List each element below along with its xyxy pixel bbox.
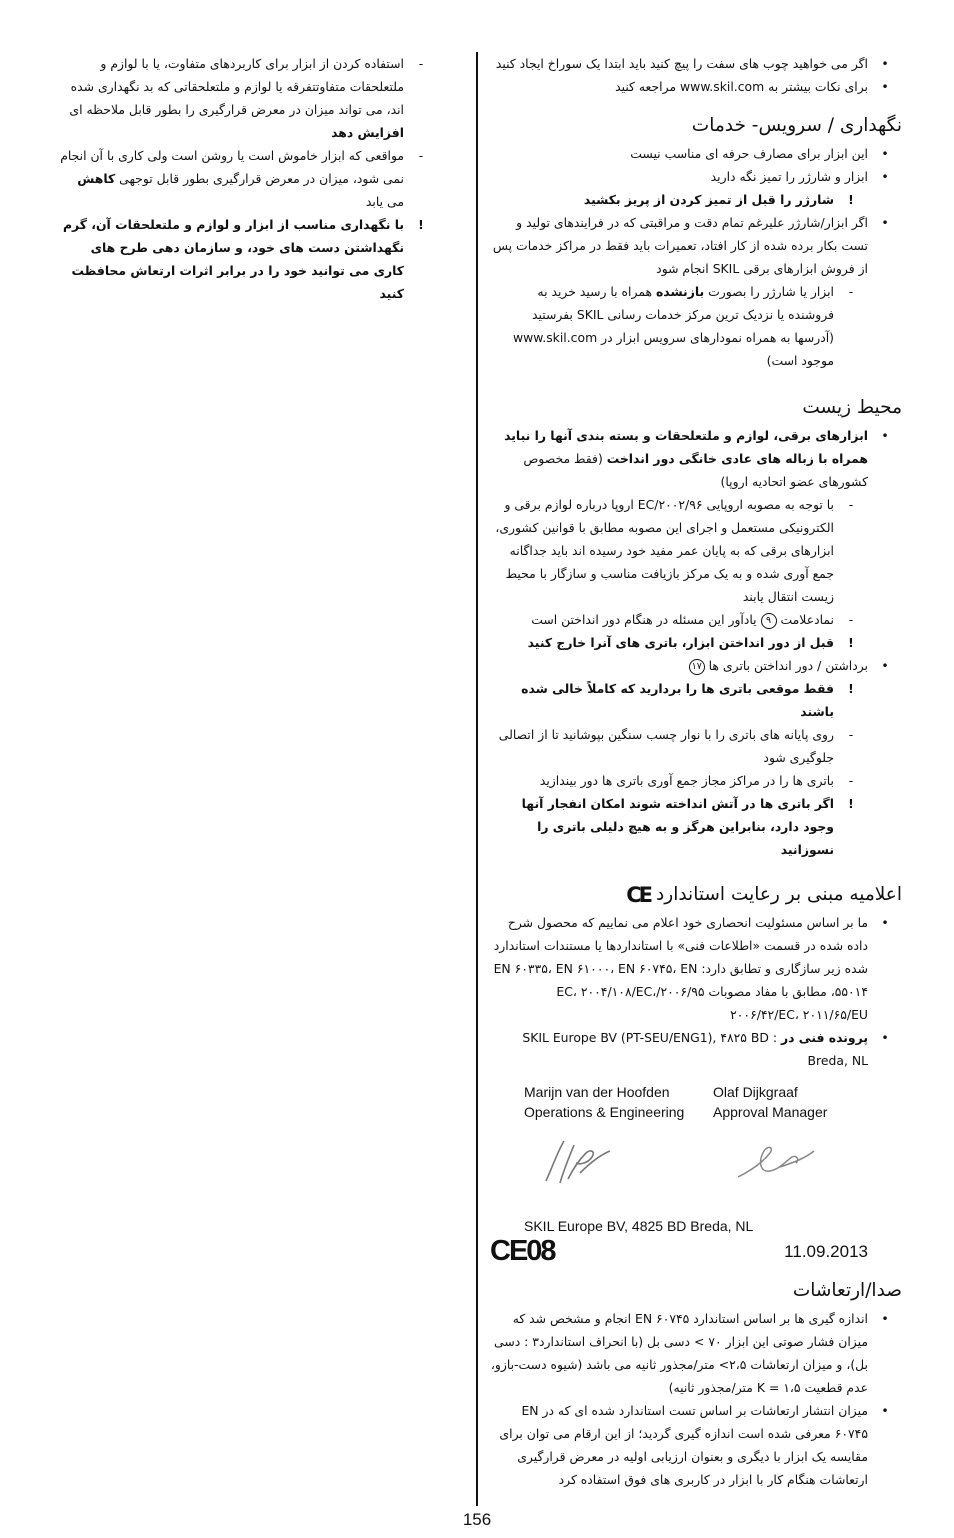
dash-marker: - (848, 773, 854, 788)
signature-images (490, 1122, 902, 1204)
item-text: باتری ها را در مراکز مجاز جمع آوری باتری ها دور بیندازید (539, 773, 834, 788)
warning-marker: ! (848, 681, 854, 696)
item-text: ما بر اساس مسئولیت انحصاری خود اعلام می نماییم که محصول شرح داده شده در قسمت «اطلاعات فنی» با استانداردها یا مستندات استاندارد شده زیر سازگاری و تطابق دارد: EN ۶۰۳۳۵، EN ۶۱۰۰۰، EN ۶۰۷۴۵، EN ۵۵۰۱۴، مطابق با مفاد مصوبات ۲۰۰۶/۹۵/EC، ۲۰۰۴/۱۰۸/EC، ۲۰۰۶/۴۲/EC، ۲۰۱۱/۶۵/EU (493, 915, 868, 1022)
bullet-marker: • (881, 56, 889, 71)
bullet-marker: • (881, 658, 889, 673)
item-text: برداشتن / دور انداختن باتری ها (704, 658, 868, 673)
dash-marker: - (848, 727, 854, 742)
figure-number-circle: ۱۷ (689, 659, 705, 675)
ce08-mark-icon: CE08 (490, 1235, 555, 1267)
item-emphasis: ابزارهای برقی، لوازم و ملتعلحقات و بسته بندی آنها را نباید همراه با زباله های عادی خانگی دور انداخت (504, 428, 868, 466)
item-emphasis: کاهش (77, 171, 116, 186)
list-item (490, 608, 902, 631)
item-emphasis: بازنشده (655, 284, 705, 299)
item-text: (فقط مخصوص کشورهای عضو اتحادیه اروپا) (523, 451, 868, 489)
bullet-marker: • (881, 428, 889, 443)
list-item (490, 654, 902, 677)
list-item (490, 723, 902, 769)
list-item (490, 75, 902, 98)
bullet-marker: • (881, 79, 889, 94)
warning-text: قبل از دور انداختن ابزار، باتری های آنرا خارج کنید (527, 635, 834, 650)
dash-marker: - (418, 56, 424, 71)
left-column (60, 52, 438, 305)
list-item (60, 144, 438, 213)
list-item (490, 142, 902, 165)
item-text: همراه با رسید خرید به فروشنده یا نزدیک ترین مرکز خدمات رسانی SKIL بفرستید (آدرسها به همراه نمودارهای سرویس ابزار در www.skil.com موجود است) (513, 284, 834, 368)
ce-date-row (490, 1235, 902, 1267)
warning-marker: ! (418, 217, 424, 232)
signatory-role: Operations & Engineering (524, 1104, 685, 1120)
declaration-title-text: اعلامیه مبنی بر رعایت استاندارد (656, 884, 902, 905)
list-item (60, 52, 438, 144)
warning-text: با نگهداری مناسب از ابزار و لوازم و ملتعلحقات آن، گرم نگهداشتن دست های خود، و سازمان دهی طرح های کاری می توانید خود را در برابر اثرات ارتعاش محافظت کنید (62, 217, 404, 301)
item-text: نمادعلامت (776, 612, 834, 627)
list-item (490, 1307, 902, 1399)
item-text: SKIL Europe BV (PT-SEU/ENG1), ۴۸۲۵ BD : Breda, NL (522, 1030, 868, 1068)
signature-1-icon (540, 1133, 620, 1193)
section-title-environment: محیط زیست (802, 397, 902, 418)
bullet-marker: • (881, 169, 889, 184)
right-column (490, 52, 902, 1491)
warning-marker: ! (848, 192, 854, 207)
item-text: می یابد (365, 194, 404, 209)
list-item (490, 493, 902, 608)
signatories (490, 1082, 902, 1122)
item-text: برای نکات بیشتر به www.skil.com مراجعه کنید (615, 79, 868, 94)
warning-marker: ! (848, 635, 854, 650)
bullet-marker: • (881, 1030, 889, 1045)
section-title-maintenance: نگهداری / سرویس- خدمات (691, 115, 902, 136)
page-number: 156 (462, 1510, 492, 1529)
bullet-marker: • (881, 1311, 889, 1326)
signatory-name: Olaf Dijkgraaf (713, 1084, 798, 1100)
list-item (490, 280, 902, 372)
warning-text: فقط موقعی باتری ها را بردارید که کاملاً خالی شده باشند (521, 681, 834, 719)
item-text: این ابزار برای مصارف حرفه ای مناسب نیست (630, 146, 868, 161)
dash-marker: - (848, 497, 854, 512)
warning-item (490, 677, 902, 723)
item-text: ابزار و شارژر را تمیز نگه دارید (710, 169, 868, 184)
item-text: اندازه گیری ها بر اساس استاندارد EN ۶۰۷۴۵ انجام و مشخص شد که میزان فشار صوتی این ابزار ۷۰ > دسی بل (با انحراف استاندارد۳ : دسی بل)، و میزان ارتعاشات ۲،۵> متر/مجذور ثانیه می باشد (شیوه دست-بازو، عدم قطعیت K = ۱،۵ متر/مجذور ثانیه) (490, 1311, 868, 1395)
item-text: یادآور این مسئله در هنگام دور انداختن است (531, 612, 761, 627)
warning-item (490, 792, 902, 861)
item-text: ابزار یا شارژر را بصورت (704, 284, 834, 299)
item-text: مواقعی که ابزار خاموش است یا روشن است ولی کاری با آن انجام نمی شود، میزان در معرض قرارگیری بطور قابل توجهی (60, 148, 404, 186)
signatory-2 (713, 1082, 902, 1122)
bullet-marker: • (881, 146, 889, 161)
item-text: با توجه به مصوبه اروپایی ۲۰۰۲/۹۶/EC اروپا درباره لوازم برقی و الکترونیکی مستعمل و اجرای این مصوبه مطابق با قوانین کشوری، ابزارهای برقی که به پایان عمر مفید خود رسیده اند باید جداگانه جمع آوری شده و به یک مرکز بازیافت مناسب و سازگار با محیط زیست انتقال یابند (495, 497, 834, 604)
warning-item (60, 213, 438, 305)
dash-marker: - (848, 612, 854, 627)
list-item (490, 911, 902, 1026)
item-text: اگر ابزار/شارژر علیرغم تمام دقت و مراقبتی که در فرایندهای تولید و تست بکار برده شده از کار افتاد، تعمیرات باید فقط در مراکز خدمات پس از فروش ابزارهای برقی SKIL انجام شود (492, 215, 868, 276)
declaration-date: 11.09.2013 (784, 1242, 868, 1261)
dash-marker: - (848, 284, 854, 299)
list-item (490, 424, 902, 493)
item-emphasis: افزایش دهد (331, 125, 404, 140)
list-item (490, 1026, 902, 1072)
company-address: SKIL Europe BV, 4825 BD Breda, NL (524, 1218, 754, 1234)
item-emphasis: پرونده فنی در (780, 1030, 868, 1045)
list-item (490, 211, 902, 280)
warning-item (490, 631, 902, 654)
ce-mark-icon: CE (626, 883, 651, 907)
bullet-marker: • (881, 1403, 889, 1418)
signature-2-icon (730, 1133, 820, 1193)
warning-text: اگر باتری ها در آتش انداخته شوند امکان انفجار آنها وجود دارد، بنابراین هرگز و به هیچ دلیلی باتری را نسوزانید (521, 796, 834, 857)
item-text: میزان انتشار ارتعاشات بر اساس تست استاندارد شده ای که در EN ۶۰۷۴۵ معرفی شده است اندازه گیری گردید؛ از این ارقام می توان برای مقایسه یک ابزار با دیگری و بعنوان ارزیابی اولیه در معرض قرارگیری ارتعاشات هنگام کار با ابزار در کاربری های فوق استفاده کرد (499, 1403, 868, 1487)
list-item (490, 1399, 902, 1491)
signatory-role: Approval Manager (713, 1104, 828, 1120)
list-item (490, 52, 902, 75)
signatory-name: Marijn van der Hoofden (524, 1084, 670, 1100)
warning-text: شارژر را قبل از تمیز کردن از پریز بکشید (583, 192, 834, 207)
column-divider (476, 52, 478, 1506)
section-title-noise: صدا/ارتعاشات (792, 1280, 902, 1301)
item-text: روی پایانه های باتری را با نوار چسب سنگین بپوشانید تا از اتصالی جلوگیری شود (498, 727, 834, 765)
bullet-marker: • (881, 915, 889, 930)
list-item (490, 165, 902, 188)
warning-marker: ! (848, 796, 854, 811)
bullet-marker: • (881, 215, 889, 230)
list-item (490, 769, 902, 792)
dash-marker: - (418, 148, 424, 163)
item-text: اگر می خواهید چوب های سفت را پیچ کنید باید ابتدا یک سوراخ ایجاد کنید (495, 56, 868, 71)
warning-item (490, 188, 902, 211)
section-title-declaration (490, 881, 902, 909)
item-text: استفاده کردن از ابزار برای کاربردهای متفاوت، یا با لوازم و ملتعلحقات متفاوتتفرقه یا لوازم و ملتعلحقاتی که بد نگهداری شده اند، می تواند میزان در معرض قرارگیری را بطور قابل ملاحظه ای (69, 56, 404, 117)
signatory-1 (524, 1082, 713, 1122)
figure-number-circle: ۹ (761, 613, 777, 629)
